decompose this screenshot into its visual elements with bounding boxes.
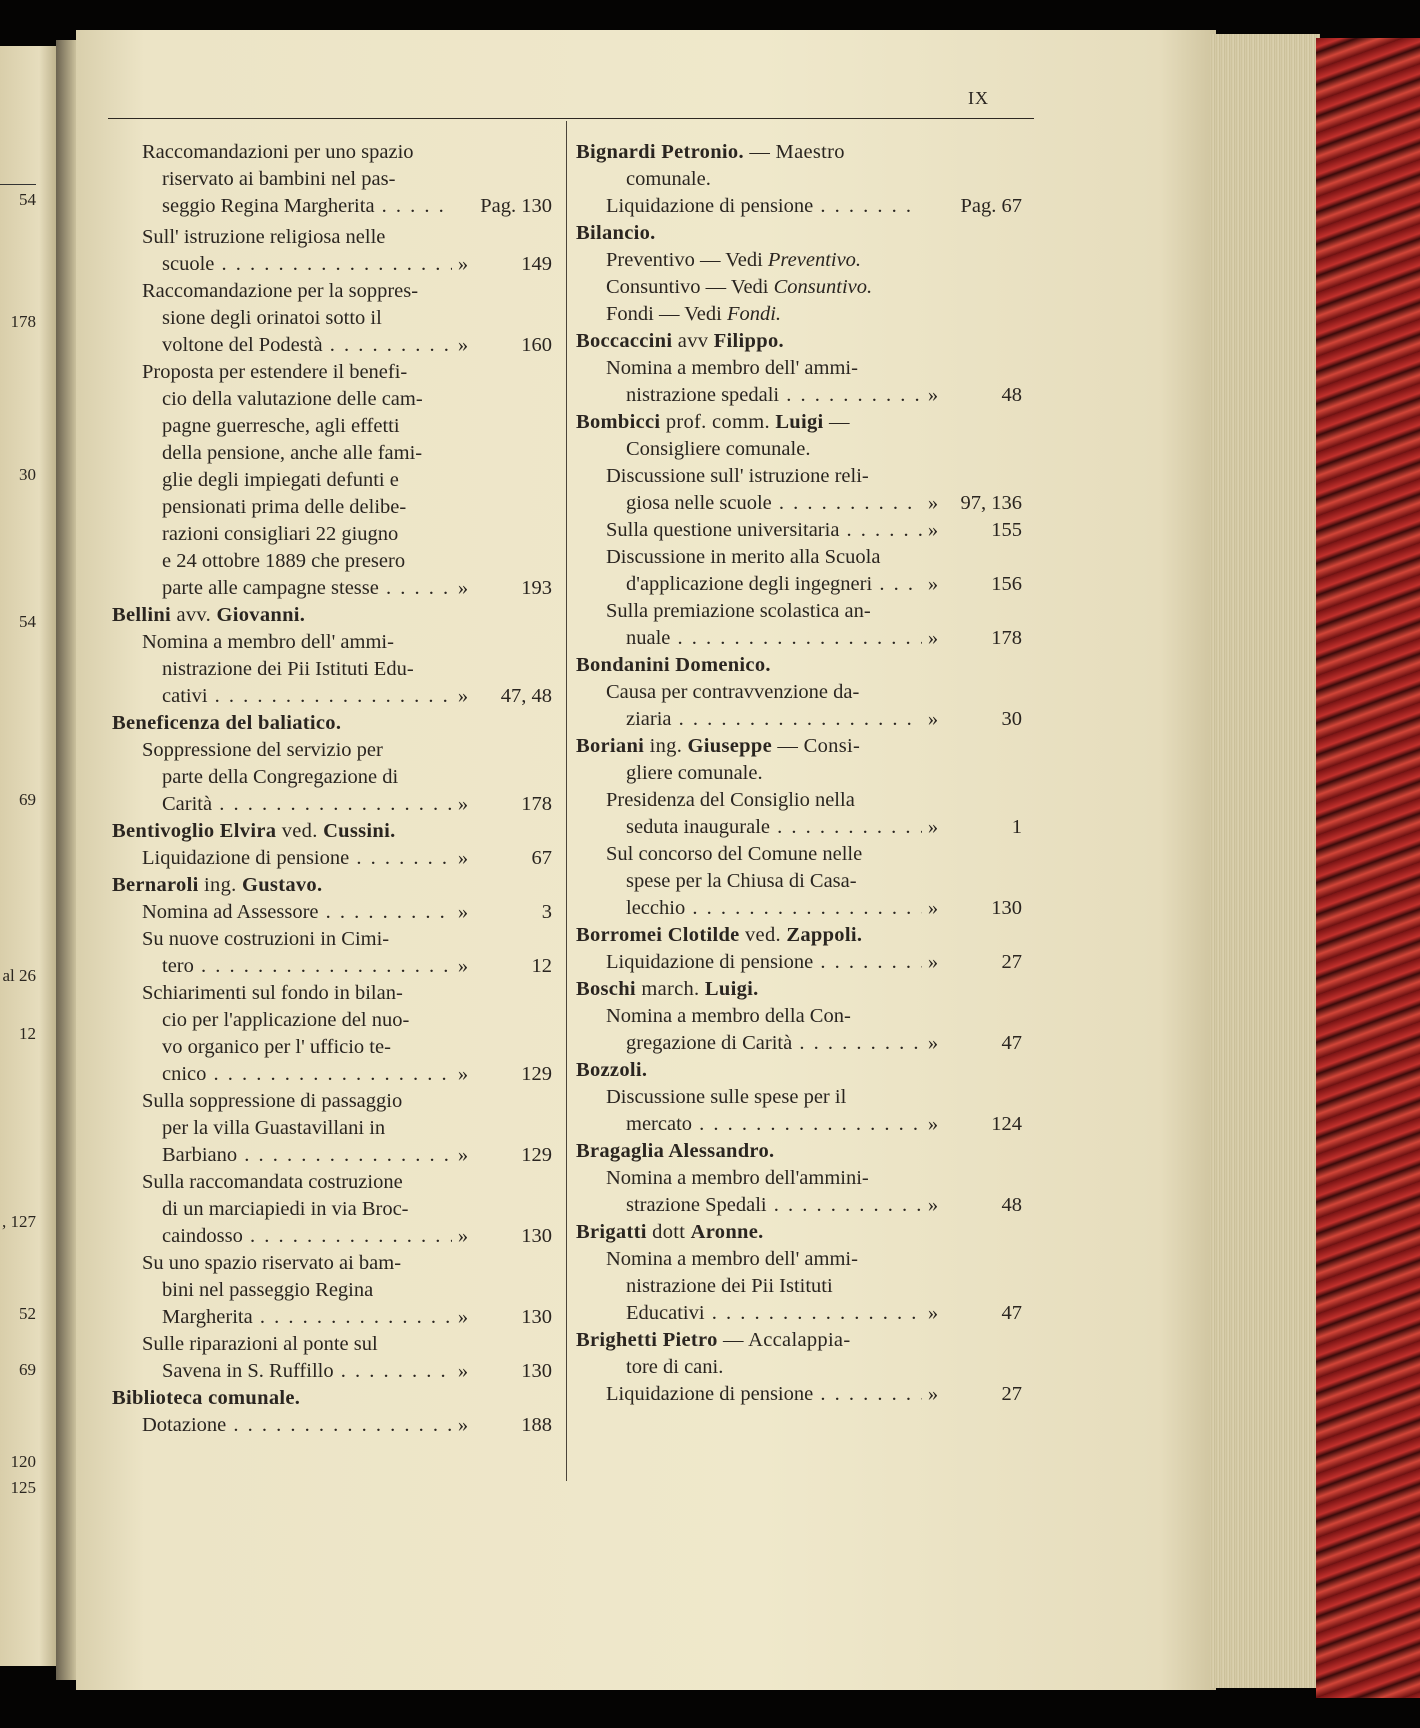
entry-line: sione degli orinatoi sotto il (162, 307, 382, 329)
entry-line: Schiarimenti sul fondo in bilan- (142, 982, 403, 1004)
entry-line: Causa per contravvenzione da- (606, 681, 860, 703)
entry-line: pagne guerresche, agli effetti (162, 415, 400, 437)
entry-ref: scuole . . . » 149 (112, 251, 552, 278)
left-page-rule (0, 184, 36, 185)
entry-ref: Liquidazione di pensione . . . » 27 (576, 949, 1022, 976)
entry-line: Discussione in merito alla Scuola (606, 546, 881, 568)
index-heading: Bragaglia Alessandro. (576, 1140, 775, 1162)
margin-number: 69 (19, 790, 36, 809)
entry-ref: cnico . . . » 129 (112, 1061, 552, 1088)
entry-line: parte della Congregazione di (162, 766, 399, 788)
column-divider (566, 121, 567, 1481)
entry-line: di un marciapiedi in via Broc- (162, 1198, 409, 1220)
entry-ref: d'applicazione degli ingegneri . . . » 156 (576, 571, 1022, 598)
entry-ref: Liquidazione di pensione . . . » 27 (576, 1381, 1022, 1408)
entry-line: Fondi — Vedi Fondi. (606, 303, 782, 325)
index-column-left (112, 139, 552, 1439)
margin-number: 178 (10, 312, 36, 331)
margin-number: al 26 (2, 966, 36, 985)
entry-line: comunale. (626, 168, 711, 190)
entry-ref: nuale . . . » 178 (576, 625, 1022, 652)
entry-line: Nomina a membro dell' ammi- (606, 357, 858, 379)
margin-number: 54 (19, 612, 36, 631)
entry-line: e 24 ottobre 1889 che presero (162, 550, 406, 572)
entry-line: spese per la Chiusa di Casa- (626, 870, 857, 892)
entry-ref: ziaria . . . » 30 (576, 706, 1022, 733)
entry-line: Consigliere comunale. (626, 438, 811, 460)
entry-line: per la villa Guastavillani in (162, 1117, 386, 1139)
left-page-edge (0, 46, 56, 1666)
entry-ref: Sulla questione universitaria . . . » 155 (576, 517, 1022, 544)
margin-number: 125 (10, 1478, 36, 1497)
entry-ref: strazione Spedali . . . » 48 (576, 1192, 1022, 1219)
header-rule (108, 118, 1034, 119)
entry-ref: Margherita . . . » 130 (112, 1304, 552, 1331)
entry-line: Sulla raccomandata costruzione (142, 1171, 403, 1193)
entry-line: Nomina a membro della Con- (606, 1005, 851, 1027)
entry-line: Sull' istruzione religiosa nelle (142, 226, 386, 248)
book-cover (1316, 38, 1420, 1698)
entry-ref: mercato . . . » 124 (576, 1111, 1022, 1138)
entry-line: Soppressione del servizio per (142, 739, 383, 761)
index-heading: Beneficenza del baliatico. (112, 712, 342, 734)
entry-line: Raccomandazioni per uno spazio (142, 141, 414, 163)
entry-line: Presidenza del Consiglio nella (606, 789, 855, 811)
index-heading: Bentivoglio Elvira ved. Cussini. (112, 820, 396, 842)
entry-line: nistrazione dei Pii Istituti Edu- (162, 658, 414, 680)
entry-line: pensionati prima delle delibe- (162, 496, 407, 518)
index-heading: Bilancio. (576, 222, 656, 244)
entry-ref: Educativi . . . » 47 (576, 1300, 1022, 1327)
entry-ref: Nomina ad Assessore . . . » 3 (112, 899, 552, 926)
index-heading: Boccaccini avv Filippo. (576, 330, 784, 352)
entry-ref: tero . . . » 12 (112, 953, 552, 980)
book-gutter (56, 40, 78, 1680)
index-heading: Bernaroli ing. Gustavo. (112, 874, 323, 896)
entry-line: Su nuove costruzioni in Cimi- (142, 928, 390, 950)
index-column-right (576, 139, 1022, 1408)
entry-line: Consuntivo — Vedi Consuntivo. (606, 276, 873, 298)
entry-line: Raccomandazione per la soppres- (142, 280, 419, 302)
index-heading: Bellini avv. Giovanni. (112, 604, 306, 626)
entry-line: tore di cani. (626, 1356, 724, 1378)
entry-line: Nomina a membro dell'ammini- (606, 1167, 869, 1189)
entry-ref: voltone del Podestà . . . » 160 (112, 332, 552, 359)
margin-number: 12 (19, 1024, 36, 1043)
entry-line: Nomina a membro dell' ammi- (606, 1248, 858, 1270)
margin-number: 69 (19, 1360, 36, 1379)
entry-ref: seduta inaugurale . . . » 1 (576, 814, 1022, 841)
entry-ref: Dotazione . . . » 188 (112, 1412, 552, 1439)
entry-line: Su uno spazio riservato ai bam- (142, 1252, 402, 1274)
entry-line: Proposta per estendere il benefi- (142, 361, 408, 383)
entry-ref: Liquidazione di pensione . . . » 67 (112, 845, 552, 872)
margin-number: 54 (19, 190, 36, 209)
entry-line: Sulla soppressione di passaggio (142, 1090, 403, 1112)
entry-line: nistrazione dei Pii Istituti (626, 1275, 833, 1297)
index-heading: Bignardi Petronio. — Maestro (576, 141, 845, 163)
entry-line: Discussione sull' istruzione reli- (606, 465, 869, 487)
entry-ref: Savena in S. Ruffillo . . . » 130 (112, 1358, 552, 1385)
entry-line: gliere comunale. (626, 762, 763, 784)
entry-ref: lecchio . . . » 130 (576, 895, 1022, 922)
entry-line: Nomina a membro dell' ammi- (142, 631, 394, 653)
entry-ref: seggio Regina Margherita . . . Pag. 130 (112, 193, 552, 220)
entry-ref: gregazione di Carità . . . » 47 (576, 1030, 1022, 1057)
entry-ref: nistrazione spedali . . . » 48 (576, 382, 1022, 409)
entry-line: della pensione, anche alle fami- (162, 442, 423, 464)
margin-number: 52 (19, 1304, 36, 1323)
entry-line: riservato ai bambini nel pas- (162, 168, 396, 190)
index-heading: Brighetti Pietro — Accalappia- (576, 1329, 851, 1351)
entry-line: cio della valutazione delle cam- (162, 388, 423, 410)
index-heading: Borromei Clotilde ved. Zappoli. (576, 924, 863, 946)
entry-line: bini nel passeggio Regina (162, 1279, 374, 1301)
margin-number: 120 (10, 1452, 36, 1471)
margin-number: , 127 (2, 1212, 36, 1231)
margin-number: 30 (19, 465, 36, 484)
entry-ref: cativi . . . » 47, 48 (112, 683, 552, 710)
index-heading: Biblioteca comunale. (112, 1387, 301, 1409)
entry-line: vo organico per l' ufficio te- (162, 1036, 391, 1058)
entry-line: Preventivo — Vedi Preventivo. (606, 249, 862, 271)
index-heading: Boriani ing. Giuseppe — Consi- (576, 735, 861, 757)
entry-line: Sulle riparazioni al ponte sul (142, 1333, 378, 1355)
entry-line: Sul concorso del Comune nelle (606, 843, 863, 865)
entry-ref: giosa nelle scuole . . . » 97, 136 (576, 490, 1022, 517)
index-heading: Brigatti dott Aronne. (576, 1221, 764, 1243)
entry-line: razioni consigliari 22 giugno (162, 523, 399, 545)
index-heading: Bombicci prof. comm. Luigi — (576, 411, 850, 433)
index-heading: Bozzoli. (576, 1059, 648, 1081)
page-edges (1210, 34, 1320, 1688)
page-number: IX (968, 88, 989, 108)
entry-line: glie degli impiegati defunti e (162, 469, 399, 491)
entry-line: Discussione sulle spese per il (606, 1086, 847, 1108)
entry-ref: caindosso . . . » 130 (112, 1223, 552, 1250)
entry-line: cio per l'applicazione del nuo- (162, 1009, 410, 1031)
entry-line: Sulla premiazione scolastica an- (606, 600, 871, 622)
index-heading: Bondanini Domenico. (576, 654, 771, 676)
entry-ref: Barbiano . . . » 129 (112, 1142, 552, 1169)
entry-ref: parte alle campagne stesse . . . » 193 (112, 575, 552, 602)
entry-ref: Liquidazione di pensione . . . Pag. 67 (576, 193, 1022, 220)
entry-ref: Carità . . . » 178 (112, 791, 552, 818)
index-heading: Boschi march. Luigi. (576, 978, 759, 1000)
